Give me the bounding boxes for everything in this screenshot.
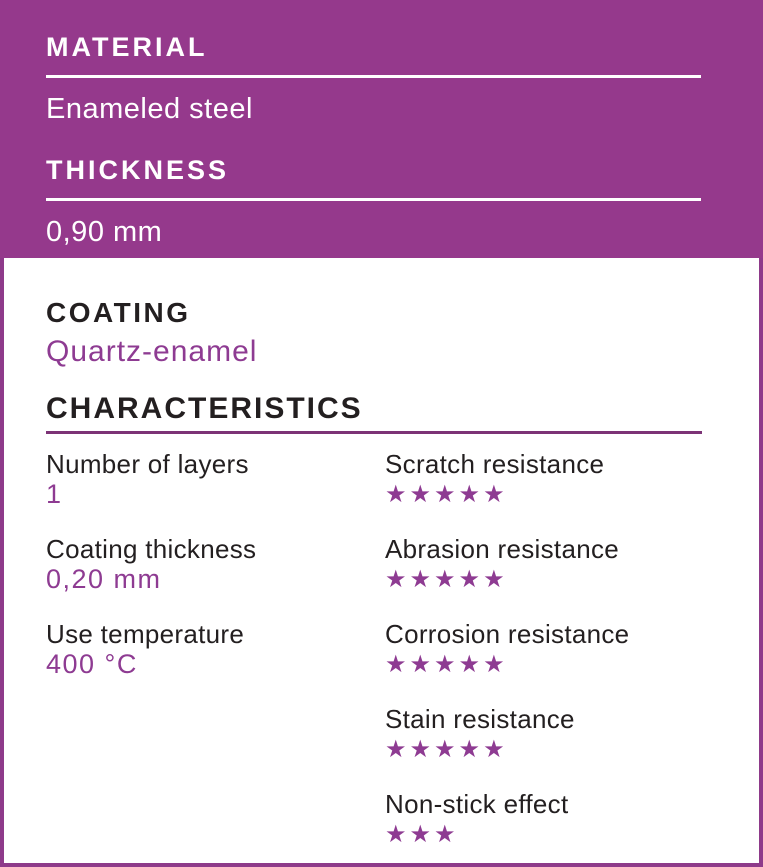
rating-label: Abrasion resistance <box>385 534 620 564</box>
property-value: 0,20 mm <box>46 564 162 594</box>
coating-label: COATING <box>46 297 191 328</box>
rating-label: Scratch resistance <box>385 449 605 479</box>
characteristics-section <box>46 394 739 867</box>
rating-item <box>385 449 739 509</box>
ratings-column <box>385 449 739 867</box>
thickness-value: 0,90 mm <box>46 216 163 248</box>
spec-header <box>0 0 763 258</box>
rating-label: Stain resistance <box>385 704 575 734</box>
material-label: MATERIAL <box>46 32 208 62</box>
characteristics-grid <box>46 449 739 867</box>
thickness-divider <box>46 198 701 201</box>
coating-section <box>46 299 739 367</box>
thickness-label: THICKNESS <box>46 155 230 185</box>
rating-item <box>385 789 739 849</box>
property-item <box>46 449 385 509</box>
property-value: 400 °C <box>46 649 138 679</box>
rating-item <box>385 704 739 764</box>
rating-label: Non-stick effect <box>385 789 569 819</box>
property-value: 1 <box>46 479 63 509</box>
material-section <box>46 34 701 124</box>
material-divider <box>46 75 701 78</box>
property-label: Coating thickness <box>46 534 257 564</box>
rating-item <box>385 534 739 594</box>
characteristics-title: CHARACTERISTICS <box>46 392 363 425</box>
star-rating: ★★★★★ <box>385 481 508 508</box>
property-label: Number of layers <box>46 449 249 479</box>
rating-label: Corrosion resistance <box>385 619 630 649</box>
spec-body <box>0 258 763 867</box>
properties-column <box>46 449 385 867</box>
property-item <box>46 619 385 679</box>
star-rating: ★★★★★ <box>385 651 508 678</box>
star-rating: ★★★★★ <box>385 566 508 593</box>
thickness-section <box>46 157 701 247</box>
property-label: Use temperature <box>46 619 245 649</box>
property-item <box>46 534 385 594</box>
star-rating: ★★★★★ <box>385 736 508 763</box>
characteristics-divider <box>46 431 702 434</box>
star-rating: ★★★ <box>385 821 459 848</box>
rating-item <box>385 619 739 679</box>
material-value: Enameled steel <box>46 93 253 125</box>
coating-value: Quartz-enamel <box>46 335 258 368</box>
